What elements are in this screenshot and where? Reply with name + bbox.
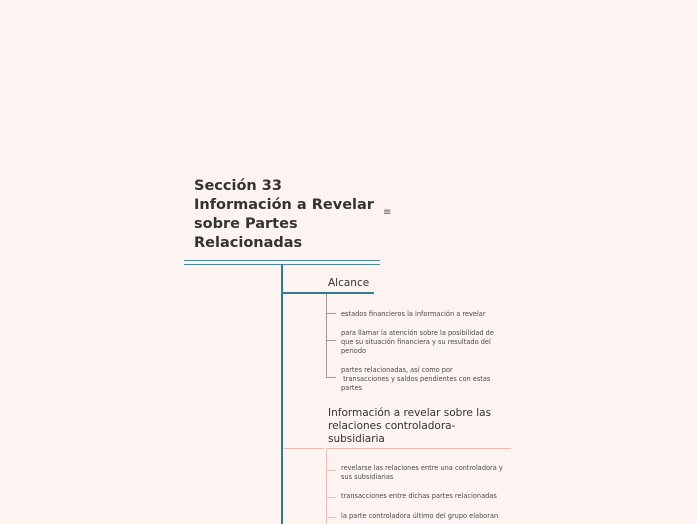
subtopic-line: que su situación financiera y su resultado del [341, 338, 491, 347]
root-title-line: sobre Partes [194, 216, 298, 232]
subtopic-line: transacciones y saldos pendientes con estas [341, 375, 491, 384]
root-title-line: Relacionadas [194, 235, 303, 251]
topic-title-line: Información a revelar sobre las [328, 407, 492, 419]
subtopic-item[interactable] [341, 366, 513, 394]
root-title-line: Información a Revelar [194, 197, 374, 213]
subtopic-line: periodo [341, 347, 367, 356]
subtopic-tick [326, 517, 336, 518]
subtopic-line: partes [341, 384, 363, 393]
subtopic-tick [326, 470, 336, 471]
subtopic-line: transacciones entre dichas partes relacionadas [341, 492, 497, 500]
subtopic-item[interactable] [341, 329, 513, 357]
subtopic-item[interactable] [341, 492, 513, 501]
root-title-line: Sección 33 [194, 178, 282, 194]
subtopic-tick [326, 340, 336, 341]
topic-connector [283, 292, 374, 294]
subtopic-line: sus subsidiarias [341, 473, 394, 482]
subtopic-line: la parte controladora último del grupo elaboran [341, 512, 499, 520]
topic-title-line: relaciones controladora- [328, 420, 456, 432]
subtopic-line: para llamar la atención sobre la posibilidad de [341, 329, 494, 337]
topic-connector [283, 448, 324, 449]
topic-underline [326, 448, 511, 449]
subtopic-item[interactable] [341, 464, 516, 482]
subtopic-line: estados financieros la información a revelar [341, 310, 486, 318]
subtopic-item[interactable] [341, 310, 513, 319]
subtopic-tick [326, 377, 336, 378]
menu-icon[interactable]: ≡ [383, 207, 392, 218]
root-topic[interactable] [194, 177, 379, 253]
root-underline [184, 260, 380, 261]
subtopic-tick [326, 313, 336, 314]
subtopic-bracket [326, 294, 327, 378]
subtopic-tick [326, 497, 336, 498]
subtopic-bracket [326, 450, 327, 524]
subtopic-line: revelarse las relaciones entre una controladora y [341, 464, 503, 472]
subtopic-line: partes relacionadas, así como por [341, 366, 453, 374]
topic-alcance[interactable] [328, 277, 369, 290]
topic-title-line: subsidiaria [328, 433, 385, 445]
topic-title-line: Alcance [328, 277, 370, 289]
topic-relaciones-controladora[interactable] [328, 407, 491, 446]
main-connector [281, 264, 283, 524]
